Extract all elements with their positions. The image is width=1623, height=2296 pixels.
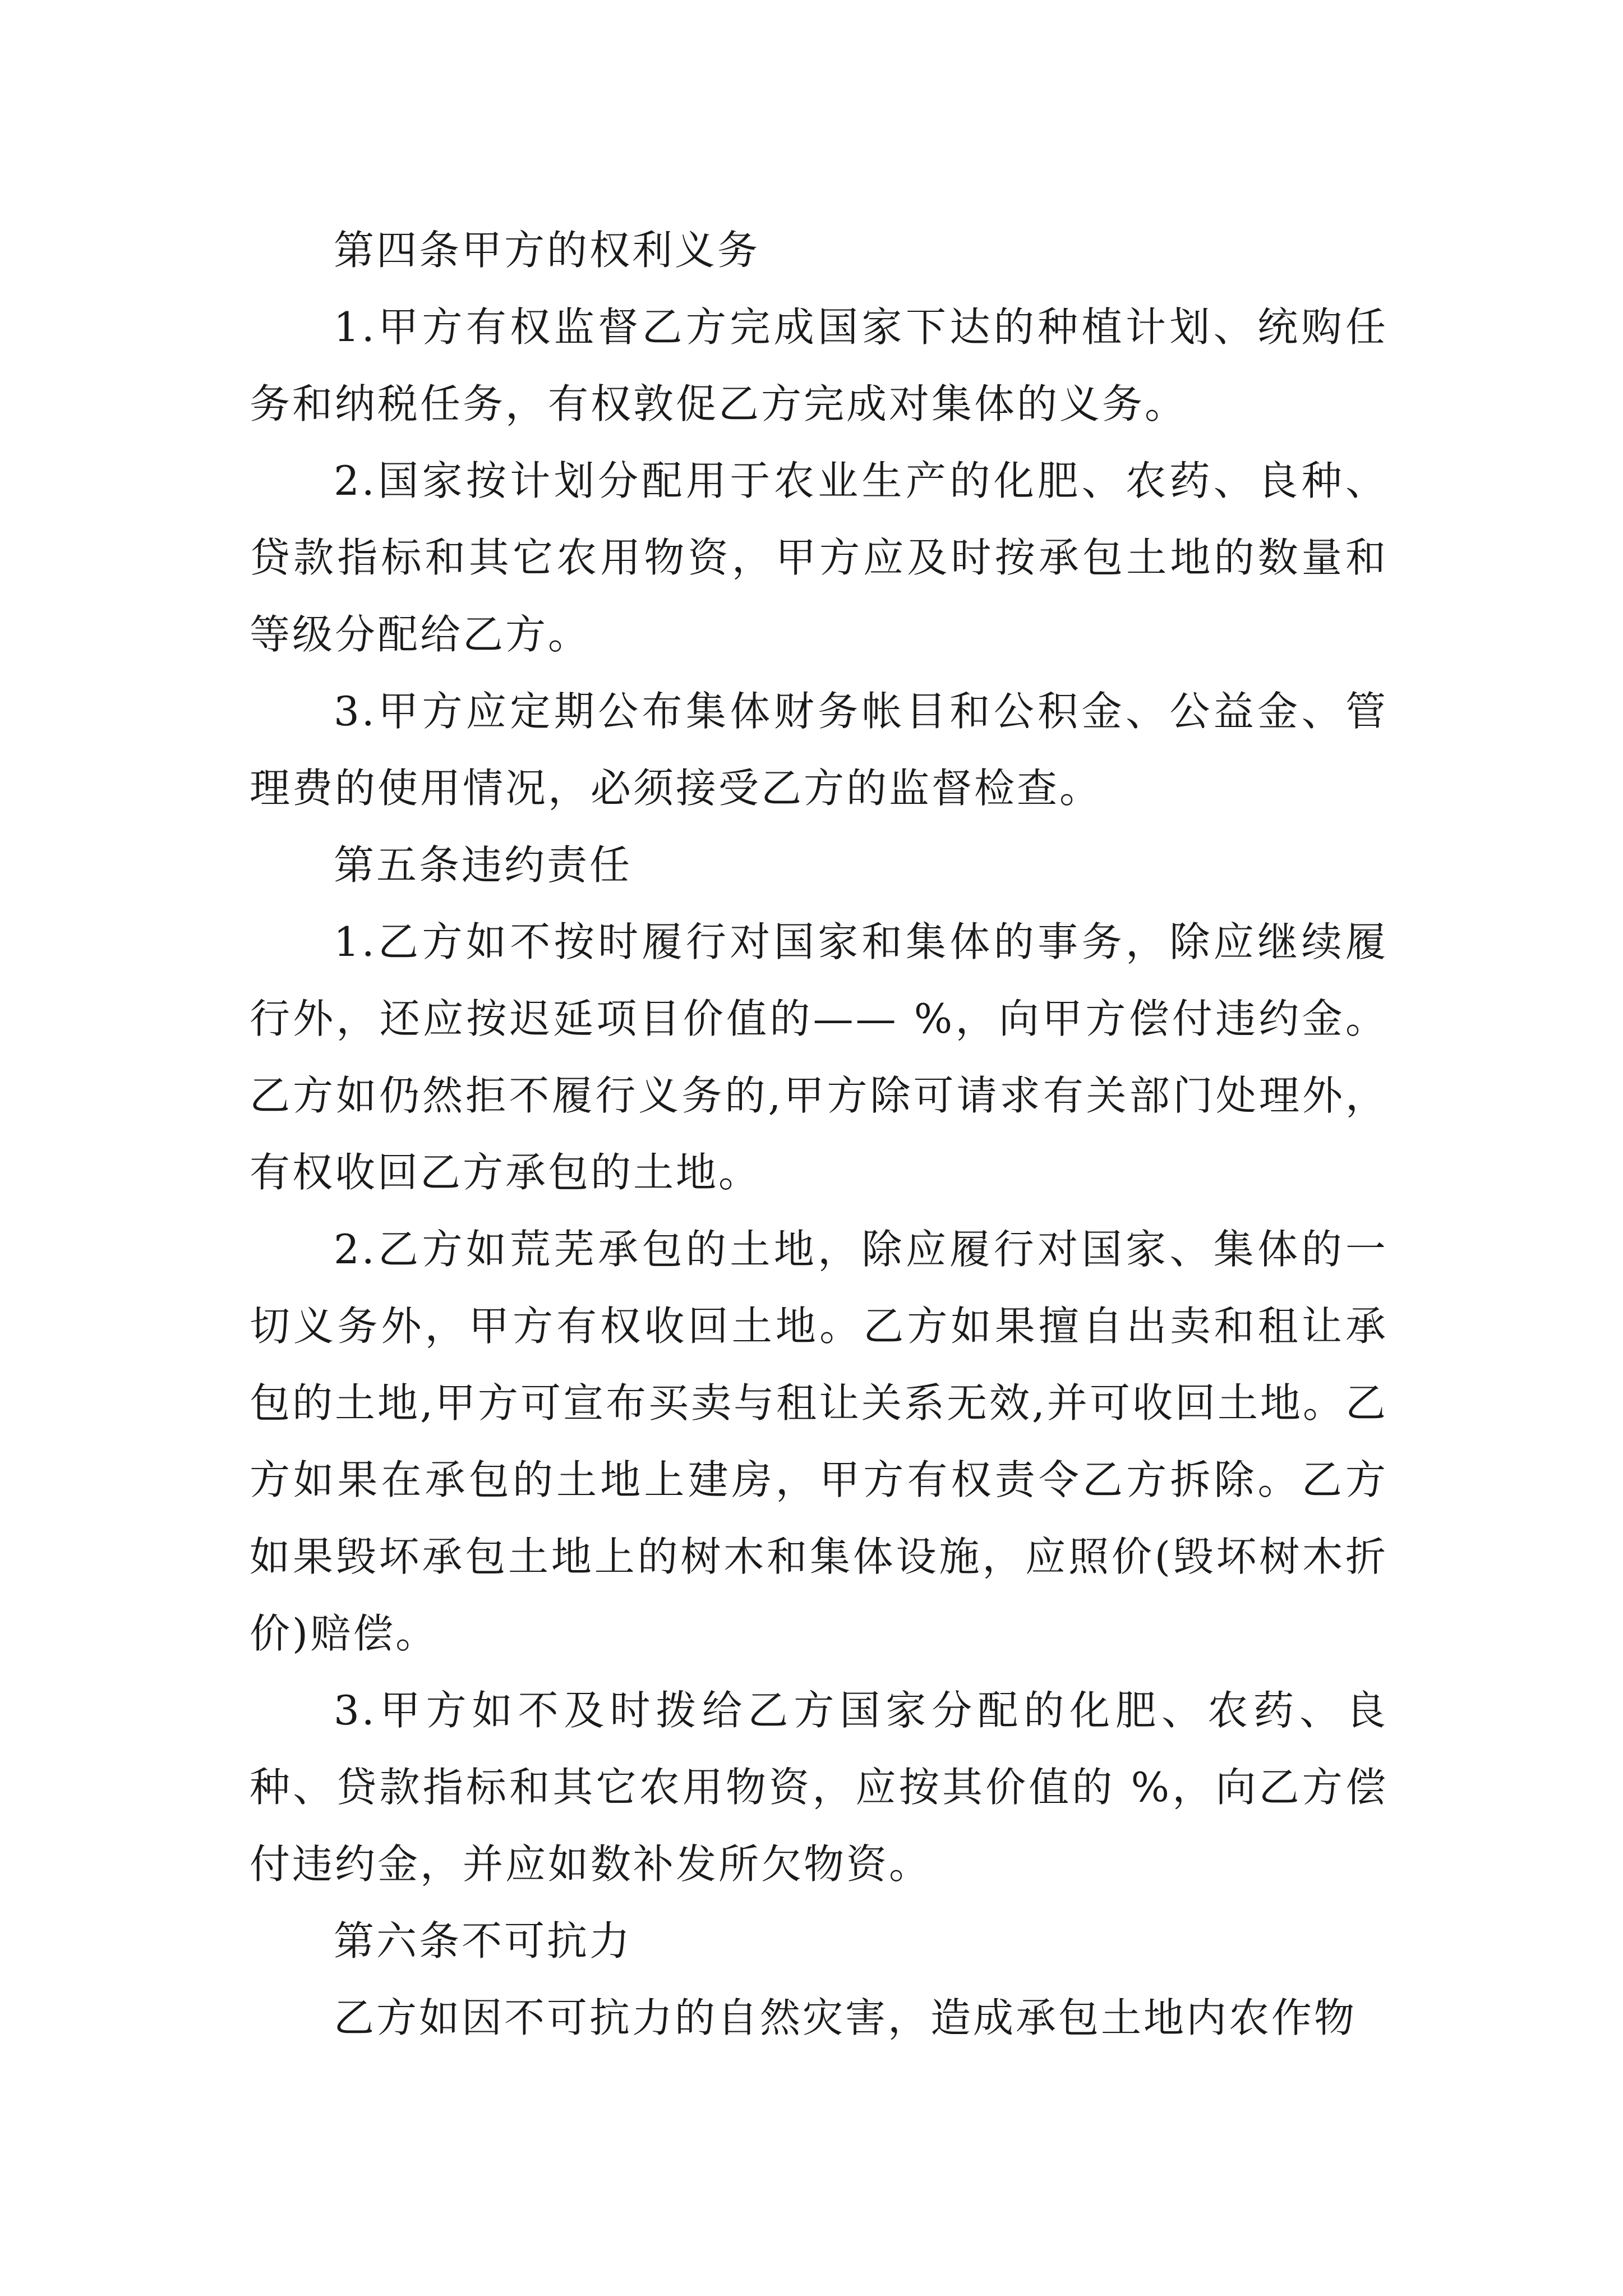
article-6-heading: 第六条不可抗力 [334, 1917, 633, 1964]
article-4-clause-2: 2.国家按计划分配用于农业生产的化肥、农药、良种、贷款指标和其它农用物资，甲方应及时按承包土地的数量和等级分配给乙方。 [250, 457, 1388, 658]
article-5-heading: 第五条违约责任 [334, 841, 633, 889]
article-5-clause-1: 1.乙方如不按时履行对国家和集体的事务，除应继续履行外，还应按迟延项目价值的—— %，向甲方偿付违约金。乙方如仍然拒不履行义务的,甲方除可请求有关部门处理外，有权收回乙方承包的土地。 [250, 918, 1388, 1196]
article-4-heading: 第四条甲方的权利义务 [334, 227, 760, 274]
article-4-clause-3: 3.甲方应定期公布集体财务帐目和公积金、公益金、管理费的使用情况，必须接受乙方的监督检查。 [250, 688, 1388, 812]
article-4-clause-1: 1.甲方有权监督乙方完成国家下达的种植计划、统购任务和纳税任务，有权敦促乙方完成对集体的义务。 [250, 303, 1388, 427]
article-6-body: 乙方如因不可抗力的自然灾害，造成承包土地内农作物 [334, 1994, 1357, 2041]
document-body [250, 212, 1388, 2056]
article-5-clause-2: 2.乙方如荒芜承包的土地，除应履行对国家、集体的一切义务外，甲方有权收回土地。乙方如果擅自出卖和租让承包的土地,甲方可宣布买卖与租让关系无效,并可收回土地。乙方如果在承包的土地上建房，甲方有权责令乙方拆除。乙方如果毁坏承包土地上的树木和集体设施，应照价(毁坏树木折价)赔偿。 [250, 1226, 1388, 1657]
article-5-clause-3: 3.甲方如不及时拨给乙方国家分配的化肥、农药、良种、贷款指标和其它农用物资，应按其价值的 %，向乙方偿付违约金，并应如数补发所欠物资。 [250, 1687, 1388, 1888]
